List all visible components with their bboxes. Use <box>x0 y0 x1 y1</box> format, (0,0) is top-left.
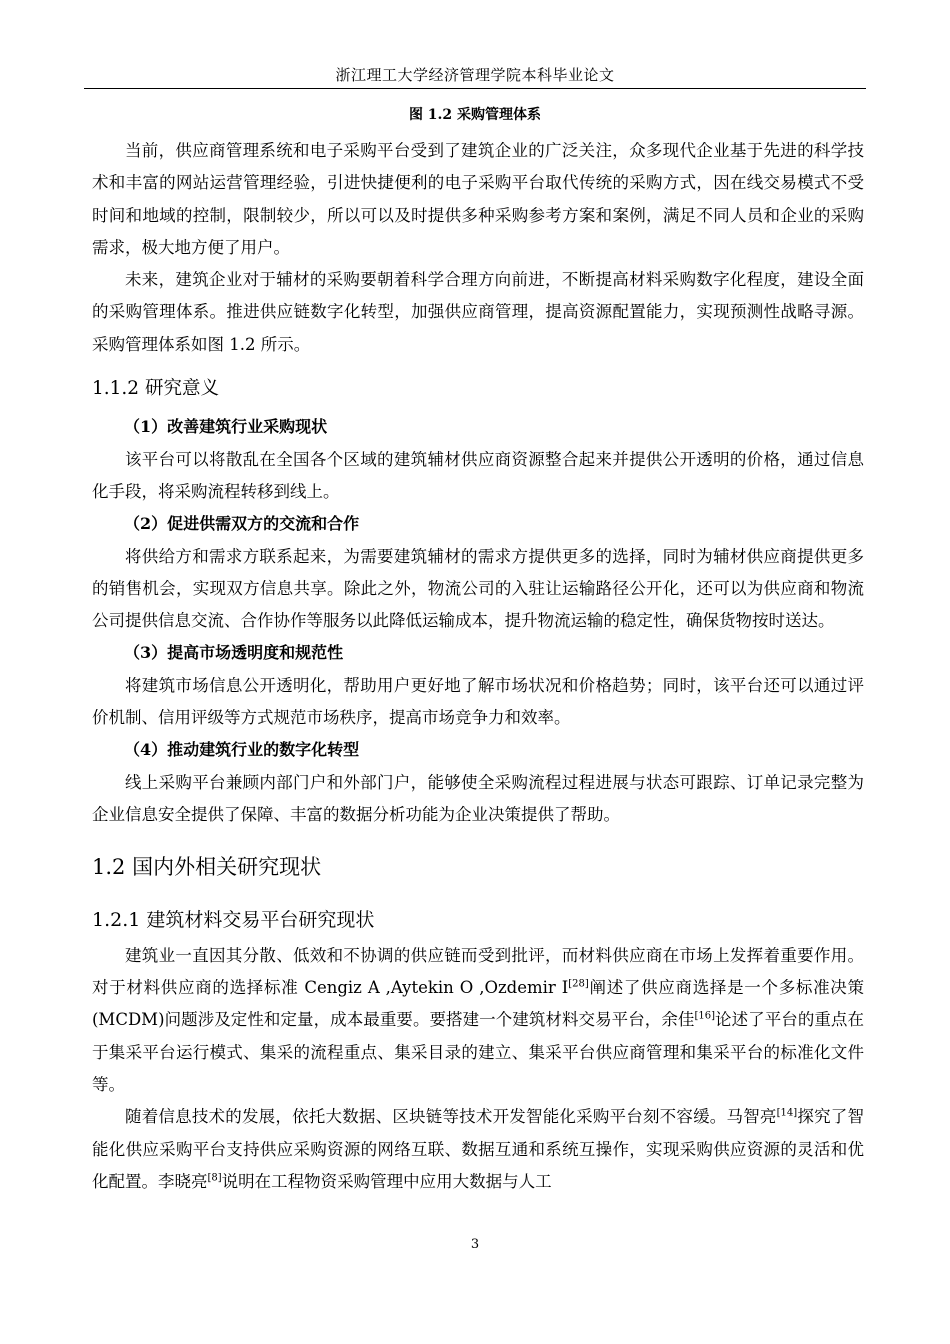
text-run: 随着信息技术的发展，依托大数据、区块链等技术开发智能化采购平台刻不容缓。马智亮 <box>125 1107 777 1127</box>
body-text <box>92 135 864 1198</box>
text-run: 阐述了供应商选择是一个多标准决策(MCDM)问题涉及定性和定量，成本最重要。要搭建一个建筑材料交易平台，余佳 <box>92 978 864 1030</box>
paragraph: 该平台可以将散乱在全国各个区域的建筑辅材供应商资源整合起来并提供公开透明的价格，通过信息化手段，将采购流程转移到线上。 <box>92 449 864 501</box>
header-rule <box>84 88 866 89</box>
paragraph: 未来，建筑企业对于辅材的采购要朝着科学合理方向前进，不断提高材料采购数字化程度，建设全面的采购管理体系。推进供应链数字化转型，加强供应商管理，提高资源配置能力，实现预测性战略寻源。采购管理体系如图 1.2 所示。 <box>92 270 864 354</box>
subheading: （1）改善建筑行业采购现状 <box>124 417 328 437</box>
citation: [8] <box>207 1172 222 1184</box>
paragraph: 将供给方和需求方联系起来，为需要建筑辅材的需求方提供更多的选择，同时为辅材供应商提供更多的销售机会，实现双方信息共享。除此之外，物流公司的入驻让运输路径公开化，还可以为供应商和物流公司提供信息交流、合作协作等服务以此降低运输成本，提升物流运输的稳定性，确保货物按时送达。 <box>92 546 864 631</box>
section-heading-1-2-1: 1.2.1 建筑材料交易平台研究现状 <box>92 908 375 931</box>
text-run: 建筑业一直因其分散、低效和不协调的供应链而受到批评，而材料供应商在市场上发挥着重要作用。对于材料供应商的选择标准 Cengiz A ,Aytekin O ,Ozdemir I <box>92 945 864 998</box>
section-heading-1-1-2: 1.1.2 研究意义 <box>92 378 219 400</box>
page-number: 3 <box>470 1237 480 1252</box>
running-header: 浙江理工大学经济管理学院本科毕业论文 <box>335 66 615 84</box>
subheading: （3）提高市场透明度和规范性 <box>124 643 344 663</box>
paragraph: 将建筑市场信息公开透明化，帮助用户更好地了解市场状况和价格趋势；同时，该平台还可以通过评价机制、信用评级等方式规范市场秩序，提高市场竞争力和效率。 <box>92 675 864 728</box>
text-run: 说明在工程物资采购管理中应用大数据与人工 <box>221 1171 552 1191</box>
text-run: 探究了智能化供应采购平台支持供应采购资源的网络互联、数据互通和系统互操作，实现采购供应资源的灵活和优化配置。李晓亮 <box>92 1107 865 1191</box>
figure-caption: 图 1.2 采购管理体系 <box>408 107 542 123</box>
paragraph: 当前，供应商管理系统和电子采购平台受到了建筑企业的广泛关注，众多现代企业基于先进的科学技术和丰富的网站运营管理经验，引进快捷便利的电子采购平台取代传统的采购方式，因在线交易模式不受时间和地域的控制，限制较少，所以可以及时提供多种采购参考方案和案例，满足不同人员和企业的采购需求，极大地方便了用户。 <box>92 141 864 257</box>
paragraph <box>92 940 864 1101</box>
citation: [14] <box>776 1107 798 1119</box>
paragraph: 线上采购平台兼顾内部门户和外部门户，能够使全采购流程过程进展与状态可跟踪、订单记录完整为企业信息安全提供了保障、丰富的数据分析功能为企业决策提供了帮助。 <box>92 772 864 824</box>
section-heading-1-2: 1.2 国内外相关研究现状 <box>92 855 322 880</box>
citation: [16] <box>694 1010 715 1022</box>
subheading: （2）促进供需双方的交流和合作 <box>124 514 360 534</box>
text-run: 论述了平台的重点在于集采平台运行模式、集采的流程重点、集采目录的建立、集采平台供应商管理和集采平台的标准化文件等。 <box>92 1010 864 1095</box>
paragraph <box>92 1101 864 1198</box>
citation: [28] <box>568 978 589 990</box>
subheading: （4）推动建筑行业的数字化转型 <box>124 740 360 760</box>
